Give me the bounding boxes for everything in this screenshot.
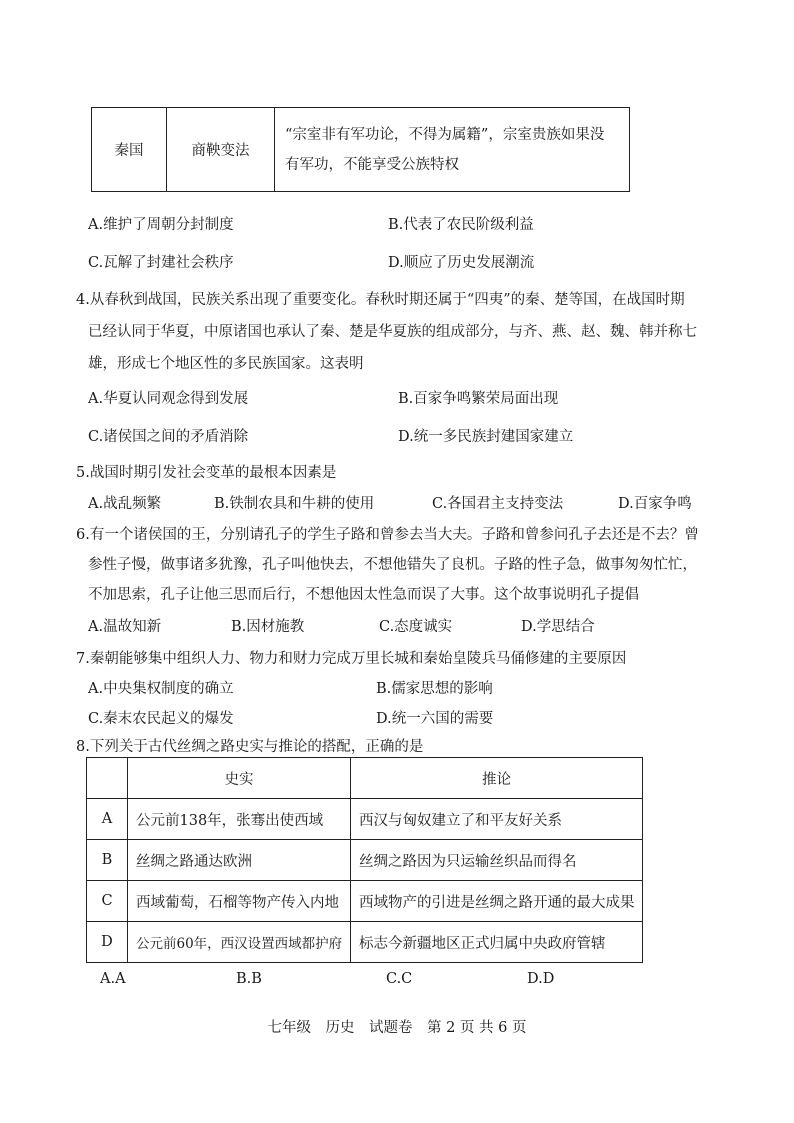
header-blank-cell: [87, 758, 128, 799]
q7-option-b[interactable]: B.儒家思想的影响: [376, 681, 493, 697]
table-row: [87, 799, 643, 840]
table-row: [87, 922, 643, 963]
q7-stem: 7.秦朝能够集中组织人力、物力和财力完成万里长城和秦始皇陵兵马俑修建的主要原因: [76, 651, 627, 667]
q6-option-c[interactable]: C.态度诚实: [379, 619, 453, 635]
row-fact: 丝绸之路通达欧洲: [128, 840, 351, 881]
state-cell: 秦国: [92, 108, 167, 192]
q4-line-1: 4.从春秋到战国，民族关系出现了重要变化。春秋时期还属于“四夷”的秦、楚等国，在战国时期: [76, 292, 685, 308]
content-line-1: “宗室非有军功论，不得为属籍”，宗室贵族如果没: [285, 126, 605, 143]
q6-line-1: 6.有一个诸侯国的王，分别请孔子的学生子路和曾参去当大夫。子路和曾参问孔子去还是不去？曾: [76, 527, 699, 543]
row-fact: 公元前138年，张骞出使西域: [128, 799, 351, 840]
q6-line-3: 不加思索，孔子让他三思而后行，不想他因太性急而误了大事。这个故事说明孔子提倡: [88, 587, 639, 603]
row-label: D: [87, 922, 128, 963]
q7-option-d[interactable]: D.统一六国的需要: [376, 711, 494, 727]
row-inference: 标志今新疆地区正式归属中央政府管辖: [351, 922, 643, 963]
q4-line-2: 已经认同于华夏，中原诸国也承认了秦、楚是华夏族的组成部分，与齐、燕、赵、魏、韩并称七: [88, 324, 697, 340]
q3-option-c[interactable]: C.瓦解了封建社会秩序: [88, 255, 234, 271]
row-fact: 西域葡萄，石榴等物产传入内地: [128, 881, 351, 922]
q6-option-d[interactable]: D.学思结合: [521, 619, 595, 635]
q5-option-a[interactable]: A.战乱频繁: [88, 496, 162, 512]
q7-option-c[interactable]: C.秦末农民起义的爆发: [88, 711, 234, 727]
row-label: C: [87, 881, 128, 922]
table-row: [92, 108, 630, 192]
q4-line-3: 雄，形成七个地区性的多民族国家。这表明: [88, 356, 364, 372]
q4-option-b[interactable]: B.百家争鸣繁荣局面出现: [398, 391, 559, 407]
q5-option-b[interactable]: B.铁制农具和牛耕的使用: [214, 496, 375, 512]
q8-option-d[interactable]: D.D: [527, 971, 555, 987]
q8-option-b[interactable]: B.B: [236, 971, 262, 987]
q4-option-c[interactable]: C.诸侯国之间的矛盾消除: [88, 429, 249, 445]
q3-option-b[interactable]: B.代表了农民阶级利益: [388, 217, 534, 233]
header-inference: 推论: [351, 758, 643, 799]
row-fact: 公元前60年，西汉设置西域都护府: [128, 922, 351, 963]
silk-road-table: [86, 757, 643, 963]
q7-option-a[interactable]: A.中央集权制度的确立: [88, 681, 234, 697]
row-inference: 丝绸之路因为只运输丝织品而得名: [351, 840, 643, 881]
content-line-2: 有军功，不能享受公族特权: [285, 156, 459, 173]
header-fact: 史实: [128, 758, 351, 799]
q6-option-b[interactable]: B.因材施教: [231, 619, 305, 635]
q6-option-a[interactable]: A.温故知新: [88, 619, 162, 635]
reform-table: [91, 107, 630, 192]
q4-option-d[interactable]: D.统一多民族封建国家建立: [398, 429, 574, 445]
row-label: B: [87, 840, 128, 881]
reform-cell: 商鞅变法: [167, 108, 275, 192]
table-row: [87, 840, 643, 881]
q8-option-a[interactable]: A.A: [100, 971, 126, 987]
q3-option-d[interactable]: D.顺应了历史发展潮流: [388, 255, 535, 271]
q4-option-a[interactable]: A.华夏认同观念得到发展: [88, 391, 249, 407]
q6-line-2: 参性子慢，做事诸多犹豫，孔子叫他快去，不想他错失了良机。子路的性子急，做事匆匆忙忙，: [88, 557, 697, 573]
q5-option-d[interactable]: D.百家争鸣: [618, 496, 692, 512]
content-cell: [275, 108, 630, 192]
row-inference: 西域物产的引进是丝绸之路开通的最大成果: [351, 881, 643, 922]
table-header-row: [87, 758, 643, 799]
page-footer: 七年级 历史 试题卷 第 2 页 共 6 页: [267, 1020, 527, 1036]
row-inference: 西汉与匈奴建立了和平友好关系: [351, 799, 643, 840]
q3-option-a[interactable]: A.维护了周朝分封制度: [88, 217, 234, 233]
q8-stem: 8.下列关于古代丝绸之路史实与推论的搭配，正确的是: [76, 739, 424, 755]
q8-option-c[interactable]: C.C: [386, 971, 413, 987]
table-row: [87, 881, 643, 922]
q5-stem: 5.战国时期引发社会变革的最根本因素是: [76, 465, 337, 481]
q5-option-c[interactable]: C.各国君主支持变法: [432, 496, 564, 512]
row-label: A: [87, 799, 128, 840]
